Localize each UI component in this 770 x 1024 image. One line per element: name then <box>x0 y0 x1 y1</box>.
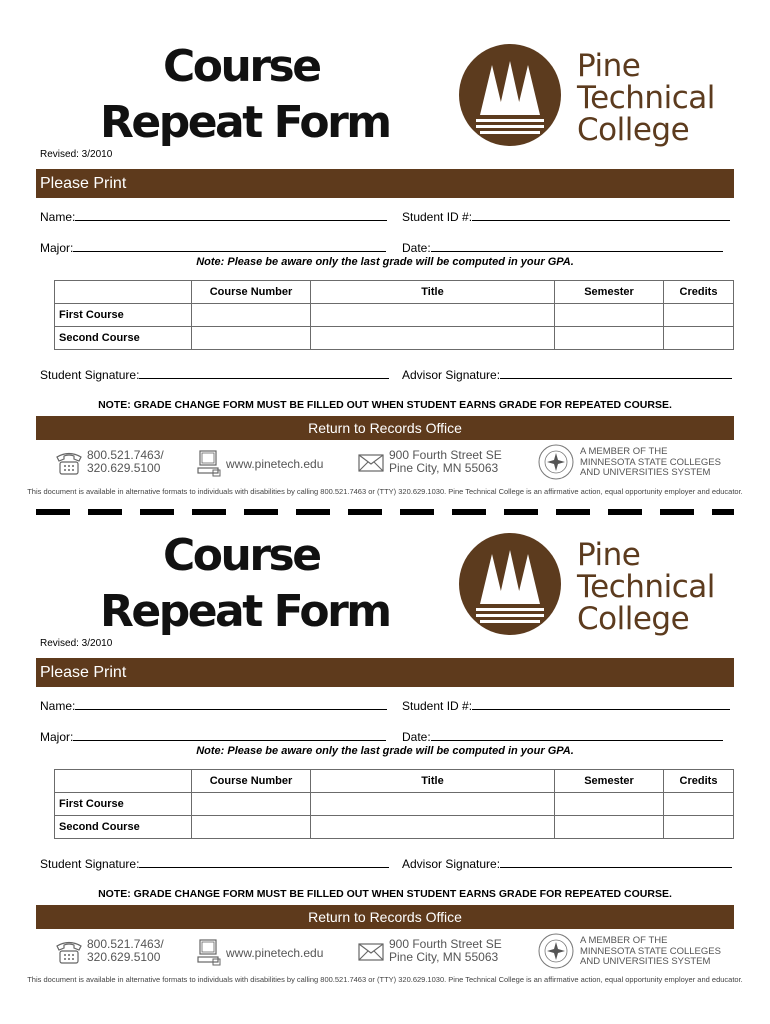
return-to-records-banner: Return to Records Office <box>36 905 734 929</box>
student-signature-line[interactable] <box>139 856 389 868</box>
course-table <box>54 280 734 350</box>
first-course-number-cell[interactable] <box>192 304 311 327</box>
student-id-label: Student ID #: <box>402 699 473 713</box>
please-print-banner: Please Print <box>36 658 734 687</box>
table-row <box>55 793 734 816</box>
member-line1: A MEMBER OF THE <box>580 935 668 946</box>
college-name-line2: Technical <box>577 569 715 605</box>
second-course-semester-cell[interactable] <box>555 816 664 839</box>
college-name-line1: Pine <box>577 537 641 573</box>
revised-date: Revised: 3/2010 <box>40 149 113 160</box>
table-header-title: Title <box>311 770 555 793</box>
first-course-title-cell[interactable] <box>311 793 555 816</box>
college-name-line3: College <box>577 601 690 637</box>
phone-line2: 320.629.5100 <box>87 461 161 475</box>
please-print-banner: Please Print <box>36 169 734 198</box>
envelope-icon <box>358 943 384 961</box>
first-course-credits-cell[interactable] <box>664 793 734 816</box>
course-repeat-form-top <box>0 0 770 496</box>
computer-icon <box>197 450 221 478</box>
advisor-signature-label: Advisor Signature: <box>402 368 501 382</box>
grade-change-notice: NOTE: GRADE CHANGE FORM MUST BE FILLED OUT WHEN STUDENT EARNS GRADE FOR REPEATED COURSE. <box>98 399 672 411</box>
name-label: Name: <box>40 699 76 713</box>
member-line2: MINNESOTA STATE COLLEGES <box>580 945 721 957</box>
student-signature-label: Student Signature: <box>40 857 140 871</box>
name-label: Name: <box>40 210 76 224</box>
first-course-credits-cell[interactable] <box>664 304 734 327</box>
advisor-signature-line[interactable] <box>500 856 732 868</box>
phone-line1: 800.521.7463/ <box>87 448 164 462</box>
return-to-records-banner: Return to Records Office <box>36 416 734 440</box>
table-header-blank <box>55 281 192 304</box>
student-signature-line[interactable] <box>139 367 389 379</box>
table-row <box>55 816 734 839</box>
mnscu-membership <box>580 447 721 479</box>
student-id-field[interactable] <box>402 209 730 224</box>
mailing-address <box>389 449 502 475</box>
advisor-signature-field[interactable] <box>402 856 732 871</box>
student-signature-label: Student Signature: <box>40 368 140 382</box>
member-line2: MINNESOTA STATE COLLEGES <box>580 456 721 468</box>
second-course-title-cell[interactable] <box>311 327 555 350</box>
address-line2: Pine City, MN 55063 <box>389 461 499 475</box>
form-title-line1: Course <box>163 41 320 92</box>
form-title-line2: Repeat Form <box>100 586 390 637</box>
second-course-title-cell[interactable] <box>311 816 555 839</box>
row-label-second-course: Second Course <box>55 816 192 839</box>
student-id-input-line[interactable] <box>472 209 730 221</box>
member-line1: A MEMBER OF THE <box>580 446 668 457</box>
name-input-line[interactable] <box>75 209 387 221</box>
second-course-semester-cell[interactable] <box>555 327 664 350</box>
table-header-blank <box>55 770 192 793</box>
course-repeat-form-bottom <box>0 489 770 984</box>
table-header-semester: Semester <box>555 770 664 793</box>
major-field[interactable] <box>40 240 386 255</box>
accessibility-disclaimer: This document is available in alternative formats to individuals with disabilities by calling 800.521.7463 or (TTY) 320.629.1030. Pine Technical College is an affirmative action, equal opportunity employer and educator. <box>27 487 743 496</box>
pine-tree-logo-icon <box>458 532 562 636</box>
phone-numbers <box>87 938 164 964</box>
phone-numbers <box>87 449 164 475</box>
college-name-line2: Technical <box>577 80 715 116</box>
name-field[interactable] <box>40 698 387 713</box>
date-input-line[interactable] <box>431 729 723 741</box>
date-field[interactable] <box>402 729 723 744</box>
first-course-title-cell[interactable] <box>311 304 555 327</box>
student-id-input-line[interactable] <box>472 698 730 710</box>
date-label: Date: <box>402 241 431 255</box>
telephone-icon <box>54 940 84 964</box>
date-field[interactable] <box>402 240 723 255</box>
website[interactable]: www.pinetech.edu <box>226 457 324 471</box>
table-header-course-number: Course Number <box>192 770 311 793</box>
mnscu-seal-icon <box>538 444 574 480</box>
first-course-semester-cell[interactable] <box>555 304 664 327</box>
row-label-first-course: First Course <box>55 304 192 327</box>
table-header-row <box>55 770 734 793</box>
table-header-credits: Credits <box>664 281 734 304</box>
major-label: Major: <box>40 730 74 744</box>
grade-change-notice: NOTE: GRADE CHANGE FORM MUST BE FILLED OUT WHEN STUDENT EARNS GRADE FOR REPEATED COURSE. <box>98 888 672 900</box>
row-label-second-course: Second Course <box>55 327 192 350</box>
advisor-signature-label: Advisor Signature: <box>402 857 501 871</box>
table-row <box>55 304 734 327</box>
table-header-title: Title <box>311 281 555 304</box>
envelope-icon <box>358 454 384 472</box>
revised-date: Revised: 3/2010 <box>40 638 113 649</box>
member-line3: AND UNIVERSITIES SYSTEM <box>580 467 711 478</box>
member-line3: AND UNIVERSITIES SYSTEM <box>580 956 711 967</box>
table-header-course-number: Course Number <box>192 281 311 304</box>
student-id-field[interactable] <box>402 698 730 713</box>
college-name <box>577 50 715 146</box>
second-course-number-cell[interactable] <box>192 327 311 350</box>
first-course-semester-cell[interactable] <box>555 793 664 816</box>
address-line1: 900 Fourth Street SE <box>389 937 502 951</box>
accessibility-disclaimer: This document is available in alternative formats to individuals with disabilities by calling 800.521.7463 or (TTY) 320.629.1030. Pine Technical College is an affirmative action, equal opportunity employer and educator. <box>27 975 743 984</box>
name-field[interactable] <box>40 209 387 224</box>
student-signature-field[interactable] <box>40 856 389 871</box>
pine-tree-logo-icon <box>458 43 562 147</box>
table-header-semester: Semester <box>555 281 664 304</box>
college-name-line3: College <box>577 112 690 148</box>
phone-line1: 800.521.7463/ <box>87 937 164 951</box>
gpa-note: Note: Please be aware only the last grade will be computed in your GPA. <box>196 745 574 757</box>
date-input-line[interactable] <box>431 240 723 252</box>
table-header-row <box>55 281 734 304</box>
name-input-line[interactable] <box>75 698 387 710</box>
student-signature-field[interactable] <box>40 367 389 382</box>
advisor-signature-field[interactable] <box>402 367 732 382</box>
course-table <box>54 769 734 839</box>
computer-icon <box>197 939 221 967</box>
college-name <box>577 539 715 635</box>
phone-line2: 320.629.5100 <box>87 950 161 964</box>
table-row <box>55 327 734 350</box>
second-course-credits-cell[interactable] <box>664 816 734 839</box>
website[interactable]: www.pinetech.edu <box>226 946 324 960</box>
college-name-line1: Pine <box>577 48 641 84</box>
address-line1: 900 Fourth Street SE <box>389 448 502 462</box>
major-input-line[interactable] <box>73 729 386 741</box>
major-field[interactable] <box>40 729 386 744</box>
major-input-line[interactable] <box>73 240 386 252</box>
gpa-note: Note: Please be aware only the last grade will be computed in your GPA. <box>196 256 574 268</box>
advisor-signature-line[interactable] <box>500 367 732 379</box>
mnscu-seal-icon <box>538 933 574 969</box>
form-title-line1: Course <box>163 530 320 581</box>
mnscu-membership <box>580 936 721 968</box>
student-id-label: Student ID #: <box>402 210 473 224</box>
date-label: Date: <box>402 730 431 744</box>
second-course-number-cell[interactable] <box>192 816 311 839</box>
telephone-icon <box>54 451 84 475</box>
row-label-first-course: First Course <box>55 793 192 816</box>
mailing-address <box>389 938 502 964</box>
form-title-line2: Repeat Form <box>100 97 390 148</box>
first-course-number-cell[interactable] <box>192 793 311 816</box>
address-line2: Pine City, MN 55063 <box>389 950 499 964</box>
second-course-credits-cell[interactable] <box>664 327 734 350</box>
major-label: Major: <box>40 241 74 255</box>
table-header-credits: Credits <box>664 770 734 793</box>
